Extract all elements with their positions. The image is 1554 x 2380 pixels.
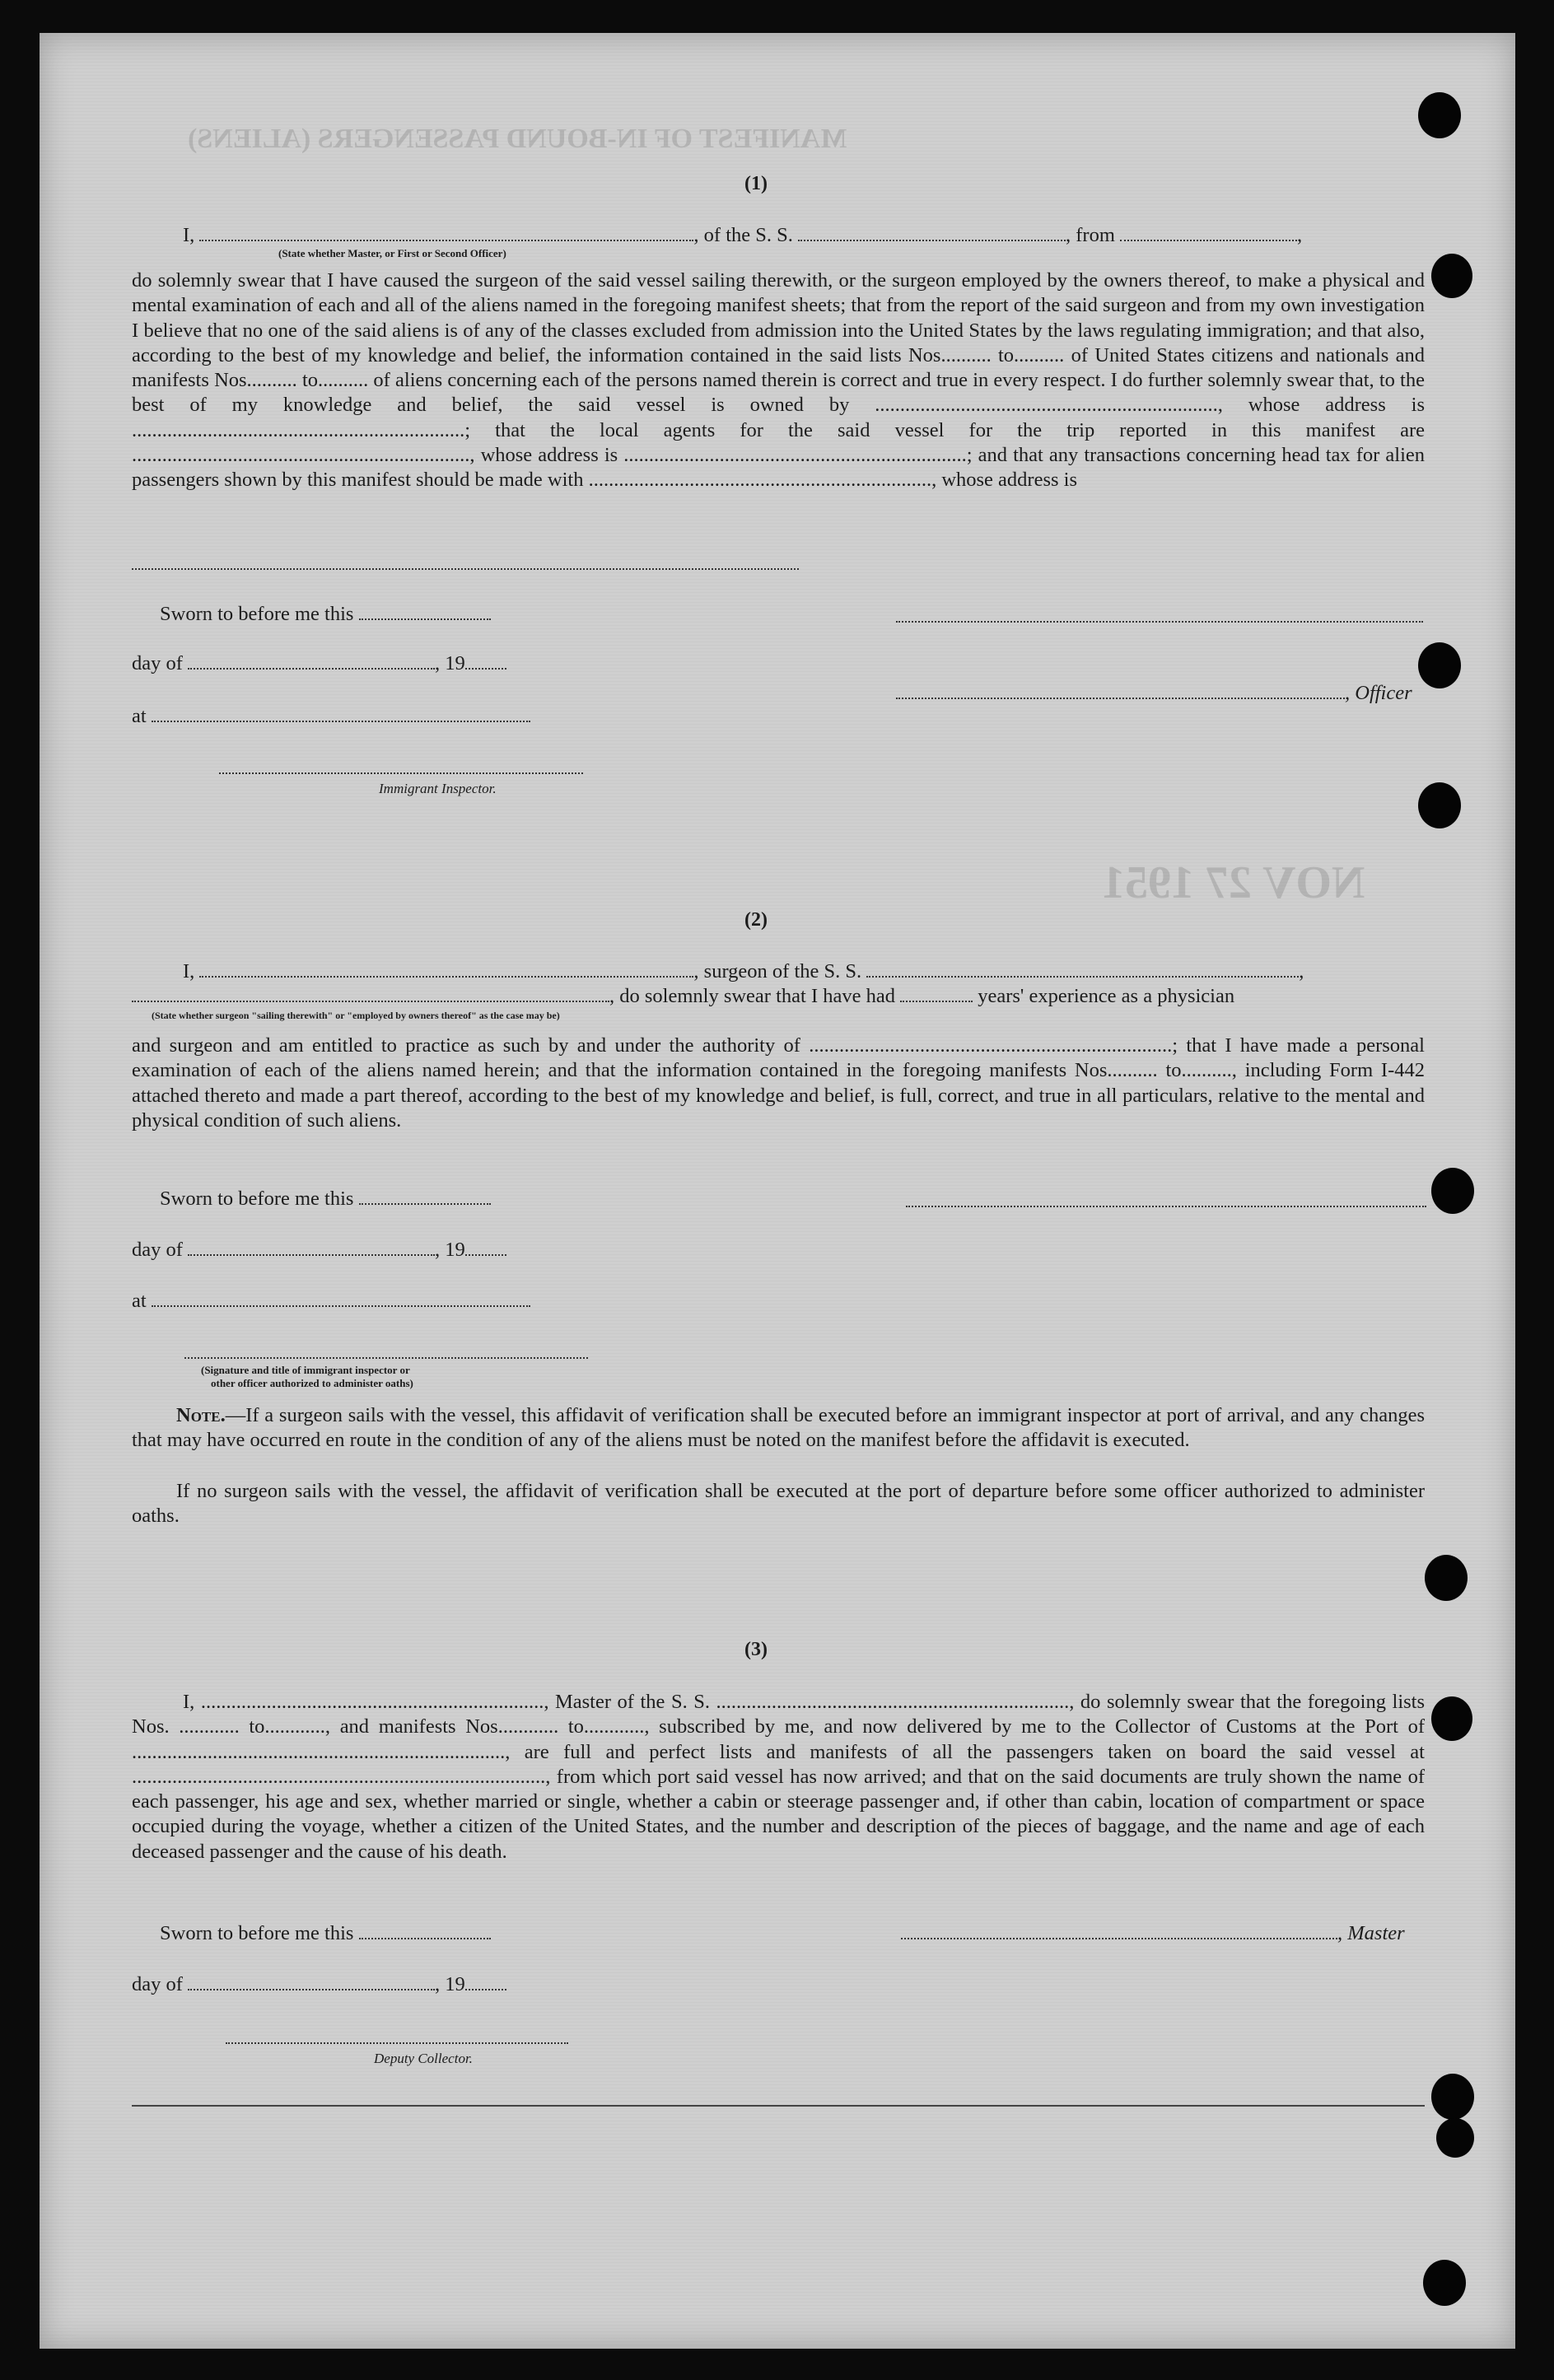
sworn-day-blank — [359, 604, 491, 620]
section-2-heading: (2) — [744, 909, 768, 931]
section-2-sworn-line — [160, 1188, 491, 1211]
note-label: Note. — [176, 1404, 226, 1426]
signature-caption-2: other officer authorized to administer oaths) — [211, 1377, 413, 1389]
master-signature-blank — [901, 1923, 1337, 1939]
of-the-ss-text: , of the S. S. — [693, 224, 793, 246]
surgeon-vessel-blank — [866, 961, 1299, 978]
bleed-through-title: MANIFEST OF IN-BOUND PASSENGERS (ALIENS) — [188, 124, 847, 154]
sworn-day-blank — [359, 1188, 491, 1205]
officer-signature-line-top — [896, 621, 1423, 623]
years-blank — [900, 986, 973, 1002]
section-1-day-line — [132, 652, 506, 675]
day-of-label: day of — [132, 1973, 183, 1995]
punch-hole-4 — [1418, 782, 1461, 828]
solemnly-swear-text: , do solemnly swear that I have had — [609, 985, 895, 1007]
year-label: , 19 — [435, 1239, 465, 1261]
at-label: at — [132, 1290, 147, 1312]
bottom-rule — [132, 2105, 1425, 2107]
section-1-at-line — [132, 705, 530, 728]
section-1-opening-line — [183, 224, 1302, 247]
day-of-label: day of — [132, 1239, 183, 1261]
document-page — [40, 33, 1515, 2349]
section-3-day-line — [132, 1973, 506, 1996]
year-label: , 19 — [435, 652, 465, 674]
officer-signature-blank — [896, 683, 1345, 699]
section-2-day-line — [132, 1239, 506, 1262]
sworn-label: Sworn to before me this — [160, 1188, 354, 1210]
from-text: , from — [1066, 224, 1115, 246]
punch-hole-5 — [1431, 1168, 1474, 1214]
day-of-label: day of — [132, 652, 183, 674]
section-3-oath-body: I, ...................................................................., Master of the S. S. ......................................................................, do solemnly swear that the foregoing lists Nos. ............ to............, and manifests Nos............ to............, subscribed by me, and now delivered by me to the Collector of Customs at the Port of .........................................................................., are full and perfect lists and manifests of all the passengers taken on board the said vessel at .................................................................................., from which port said vessel has now arrived; and that on the said documents are truly shown the name of each passenger, his age and sex, whether married or single, whether a cabin or steerage passenger and, if other than cabin, location of compartment or space occupied during the voyage, whether a citizen of the United States, and the number and description of the pieces of baggage, and the name and age of each deceased passenger and the cause of his death. — [132, 1691, 1425, 1863]
administering-officer-signature-line — [184, 1357, 588, 1359]
punch-hole-6 — [1425, 1555, 1468, 1601]
punch-hole-8 — [1431, 2074, 1474, 2120]
surgeon-status-caption: (State whether surgeon "sailing therewith" or "employed by owners thereof" as the case may be) — [152, 1010, 560, 1021]
section-3-heading: (3) — [744, 1639, 768, 1660]
section-2-at-line — [132, 1290, 530, 1313]
master-label: , Master — [1337, 1922, 1405, 1944]
section-1-oath-body: do solemnly swear that I have caused the surgeon of the said vessel sailing therewith, or the surgeon employed by the owners thereof, to make a physical and mental examination of each and all of the aliens named in the foregoing manifest sheets; that from the report of the said surgeon and from my own investigation I believe that no one of the said aliens is of any of the classes excluded from admission into the United States by the laws regulating immigration; and that also, according to the best of my knowledge and belief, the information contained in the said lists Nos.......... to.......... of United States citizens and nationals and manifests Nos.......... to.......... of aliens concerning each of the persons named therein is correct and true in every respect. I do further solemnly swear that, to the best of my knowledge and belief, the said vessel is owned by ...................................................................., whose address is ..................................................................; that the local agents for the said vessel for the trip reported in this manifest are ..................................................................., whose address is ....................................................................; and that any transactions concerning head tax for alien passengers shown by this manifest should be made with ...................................................................., whose address is — [132, 269, 1425, 492]
immigrant-inspector-label: Immigrant Inspector. — [379, 781, 497, 796]
section-2-opening-line — [183, 960, 1304, 983]
officer-title-line — [896, 682, 1412, 705]
opening-word: I, — [183, 224, 195, 246]
master-signature-line — [901, 1922, 1405, 1945]
inspector-signature-line — [219, 772, 583, 774]
comma-text: , — [1299, 960, 1304, 982]
place-blank — [152, 706, 530, 722]
note-second-paragraph: If no surgeon sails with the vessel, the affidavit of verification shall be executed at the port of departure before some officer authorized to administer oaths. — [132, 1480, 1425, 1528]
punch-hole-3 — [1418, 642, 1461, 688]
surgeon-of-ss-text: , surgeon of the S. S. — [693, 960, 862, 982]
section-1-final-blank — [132, 568, 799, 570]
deputy-collector-label: Deputy Collector. — [374, 2051, 473, 2066]
punch-hole-7 — [1431, 1696, 1472, 1741]
years-experience-text: years' experience as a physician — [978, 985, 1235, 1007]
note-paragraph — [132, 1403, 1425, 1454]
section-2-second-line — [132, 985, 1234, 1008]
surgeon-signature-line — [906, 1206, 1426, 1207]
surgeon-name-blank — [199, 961, 693, 978]
surgeon-status-blank — [132, 986, 609, 1002]
section-3-sworn-line — [160, 1922, 491, 1945]
punch-hole-9 — [1436, 2118, 1474, 2158]
punch-hole-10 — [1423, 2260, 1466, 2306]
place-blank — [152, 1290, 530, 1307]
section-1-heading: (1) — [744, 173, 768, 194]
month-blank — [188, 1974, 435, 1990]
punch-hole-1 — [1418, 92, 1461, 138]
sworn-label: Sworn to before me this — [160, 603, 354, 625]
officer-name-blank — [199, 225, 693, 241]
section-2-oath-body: and surgeon and am entitled to practice as such by and under the authority of ........................................................................; that I have made a personal examination of each of the aliens named herein; and that the information contained in the foregoing manifests Nos.......... to.........., including Form I-442 attached thereto and made a part thereof, according to the best of my knowledge and belief, is full, correct, and true in all particulars, relative to the mental and physical condition of such aliens. — [132, 1034, 1425, 1132]
punch-hole-2 — [1431, 254, 1472, 298]
sworn-label: Sworn to before me this — [160, 1922, 354, 1944]
sworn-day-blank — [359, 1923, 491, 1939]
year-blank — [465, 653, 506, 670]
opening-word: I, — [183, 960, 195, 982]
port-from-blank — [1120, 225, 1297, 241]
officer-rank-caption: (State whether Master, or First or Second Officer) — [278, 247, 506, 259]
year-blank — [465, 1974, 506, 1990]
year-label: , 19 — [435, 1973, 465, 1995]
officer-label: , Officer — [1345, 682, 1412, 704]
year-blank — [465, 1239, 506, 1256]
signature-caption-1: (Signature and title of immigrant inspector or — [201, 1364, 410, 1376]
comma-text: , — [1297, 224, 1303, 246]
bleed-through-stamp: NOV 27 1951 — [1102, 857, 1365, 908]
deputy-collector-signature-line — [226, 2042, 568, 2044]
month-blank — [188, 653, 435, 670]
month-blank — [188, 1239, 435, 1256]
vessel-name-blank — [798, 225, 1066, 241]
section-1-sworn-line — [160, 603, 491, 626]
at-label: at — [132, 705, 147, 727]
note-text: —If a surgeon sails with the vessel, this affidavit of verification shall be executed before an immigrant inspector at port of arrival, and any changes that may have occurred en route in the condition of any of the aliens must be noted on the manifest before the affidavit is executed. — [132, 1404, 1425, 1452]
